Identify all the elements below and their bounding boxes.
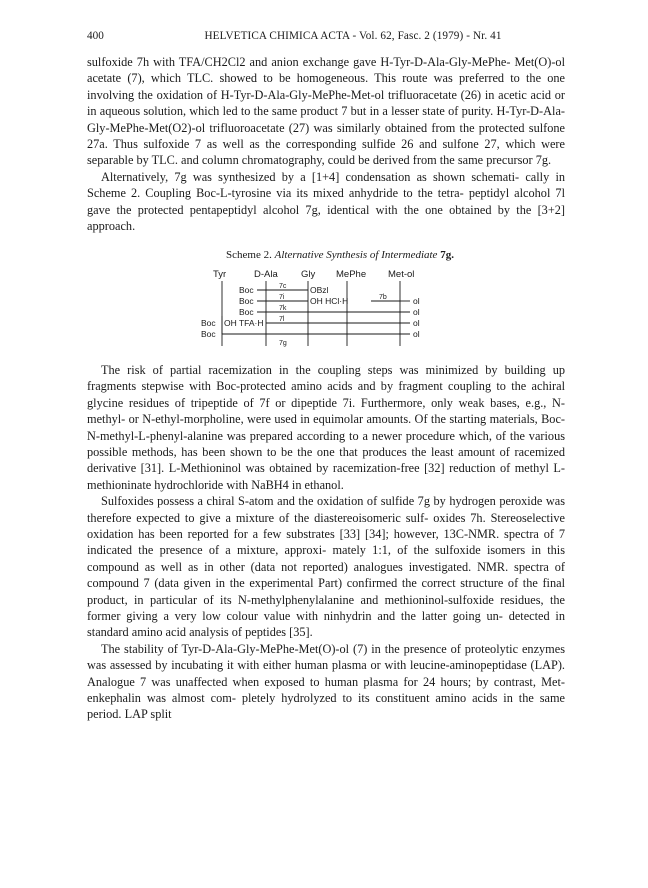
text-line: The stability of Tyr-D-Ala-Gly-MePhe-Met(O)-ol (7) in the presence of (101, 641, 461, 656)
text-line: according to a newer procedure which, of the various possible methods, has been (87, 428, 566, 459)
text-line: cally in Scheme 2. Coupling Boc-L-tyrosine via its mixed anhydride to the tetra- (87, 169, 566, 201)
compound-label-7k: 7k (279, 304, 287, 312)
text-line: [34]; however, 13C-NMR. spectra of 7 indicated the presence of a mixture, approxi- (87, 526, 565, 558)
row3-boc: Boc (239, 306, 254, 317)
article-body (87, 54, 565, 723)
synthesis-scheme-diagram (87, 266, 565, 352)
residue-label-d-ala: D-Ala (254, 268, 278, 280)
paragraph-alternative-synthesis (87, 169, 565, 235)
text-line: the experimental Part) confirmed the correct structure of the final product, in (87, 576, 565, 607)
compound-label-7i: 7i (279, 293, 285, 301)
text-line: the one obtained by the [3+2] approach. (87, 202, 566, 234)
text-line: peroxide was therefore expected to give a mixture of the diastereoisomeric sulf- (87, 494, 565, 525)
text-line: proteolytic enzymes was assessed by incubating it with either human plasma or (87, 641, 565, 673)
text-line: trifluoroacetate (27) was similarly obtained from the protected sulfone 27a. Thus (87, 120, 565, 152)
residue-label-mephe: MePhe (336, 268, 367, 280)
row2-boc: Boc (239, 295, 254, 306)
text-line: Alternatively, 7g was synthesized by a [1+4] condensation as shown schemati- (101, 169, 520, 184)
row2-ol: ol (413, 295, 420, 306)
row5-boc: Boc (201, 328, 216, 339)
text-line: detected in standard amino acid analysis of peptides [35]. (87, 608, 565, 640)
paragraph-sulfoxides (87, 493, 565, 641)
text-line: trifluoracetate (26) in acetic acid or in aqueous solution, which led to the same (87, 87, 566, 119)
scheme-title: Alternative Synthesis of Intermediate (274, 249, 438, 262)
row3-ol: ol (413, 306, 420, 317)
text-line: Met(O)-ol acetate (7), which TLC. showed to be homogeneous. This route was (87, 55, 565, 86)
compound-label-7c: 7c (279, 282, 287, 290)
compound-label-7b: 7b (379, 293, 387, 301)
text-line: peptidyl alcohol 7l gave the protected pentapeptidyl alcohol 7g, identical with (87, 186, 565, 217)
text-line: sulfoxide 7 as well as the corresponding sulfide 26 and sulfone 27, which were (143, 137, 565, 152)
text-line: L-methioninate hydrochloride with NaBH4 in ethanol. (87, 461, 565, 492)
text-line: only weak bases, e.g., N-methyl- or N-ethyl-morpholine, were used in equimolar (87, 395, 565, 427)
compound-label-7g: 7g (279, 339, 287, 347)
text-line: mately 1:1, of the sulfoxide isomers in this compound as well as in other (data (87, 543, 566, 574)
page-header (87, 30, 565, 46)
compound-label-7l: 7l (279, 315, 285, 323)
text-line: separable by TLC. and column chromatography, could be derived from the same (87, 153, 484, 168)
running-title: HELVETICA CHIMICA ACTA - Vol. 62, Fasc. 2 (1979) - Nr. 41 (204, 30, 502, 42)
text-line: precursor 7g. (486, 153, 552, 168)
text-line: to human plasma for 24 hours; by contrast, Met-enkephalin was almost com- (87, 674, 566, 705)
residue-label-gly: Gly (301, 268, 316, 280)
text-line: oxides 7h. Stereoselective oxidation has been reported for a few substrates [33] (87, 510, 565, 541)
row1-boc: Boc (239, 284, 254, 295)
text-line: not reported) analogues investigated. NMR. spectra of compound 7 (data given in (87, 559, 565, 591)
paragraph-synthesis-route (87, 54, 565, 169)
row4-oh-tfa-h: OH TFA·H (224, 317, 264, 328)
row5-ol: ol (413, 328, 420, 339)
page-number: 400 (87, 30, 104, 42)
text-line: L-Methioninol was obtained by racemization-free [32] reduction of methyl (168, 461, 549, 476)
paragraph-racemization (87, 362, 565, 493)
text-line: The risk of partial racemization in the coupling steps was minimized by building (101, 362, 546, 377)
text-line: amounts. Of the starting materials, Boc-N-methyl-L-phenyl-alanine was prepared (87, 412, 566, 443)
row2-oh-hcl-h: OH HCl·H (310, 295, 349, 306)
text-line: to the achiral glycine residues of tripeptide of 7f or dipeptide 7i. Furthermore, (87, 379, 566, 410)
row1-obzl: OBzl (310, 284, 329, 295)
residue-label-met-ol: Met-ol (388, 268, 415, 280)
text-line: shown to be the one that produces the least amount of racemized derivative [31]. (87, 444, 566, 476)
text-line: product 7 but in a lesser state of purity. H-Tyr-D-Ala-Gly-MePhe-Met(O2)-ol (87, 104, 565, 135)
text-line: with leucine-aminopeptidase (LAP). Analogue 7 was unaffected when exposed (87, 658, 566, 689)
residue-label-tyr: Tyr (213, 268, 227, 280)
scheme-2-figure (87, 247, 565, 351)
row4-boc: Boc (201, 317, 216, 328)
scheme-compound: 7g. (440, 249, 454, 262)
text-line: pletely hydrolyzed to its constituent amino acids in the same period. LAP split (87, 691, 565, 722)
text-line: particular of its N-methylphenylalanine and methioninol-sulfoxide residues, the (149, 592, 566, 607)
text-line: former giving a very low colour value with ninhydrin and the latter going un- (87, 608, 503, 623)
scheme-caption (115, 247, 565, 263)
row4-ol: ol (413, 317, 420, 328)
text-line: sulfoxide 7h with TFA/CH2Cl2 and anion exchange gave H-Tyr-D-Ala-Gly-MePhe- (87, 55, 511, 69)
text-line: preferred to the one involving the oxidation of H-Tyr-D-Ala-Gly-MePhe-Met-ol (87, 71, 565, 102)
journal-page (87, 30, 565, 723)
text-line: up fragments stepwise with Boc-protected amino acids and by fragment coupling (87, 362, 565, 394)
paragraph-stability (87, 641, 565, 723)
scheme-label: Scheme 2. (226, 249, 272, 262)
text-line: Sulfoxides possess a chiral S-atom and the oxidation of sulfide 7g by hydrogen (101, 494, 496, 509)
